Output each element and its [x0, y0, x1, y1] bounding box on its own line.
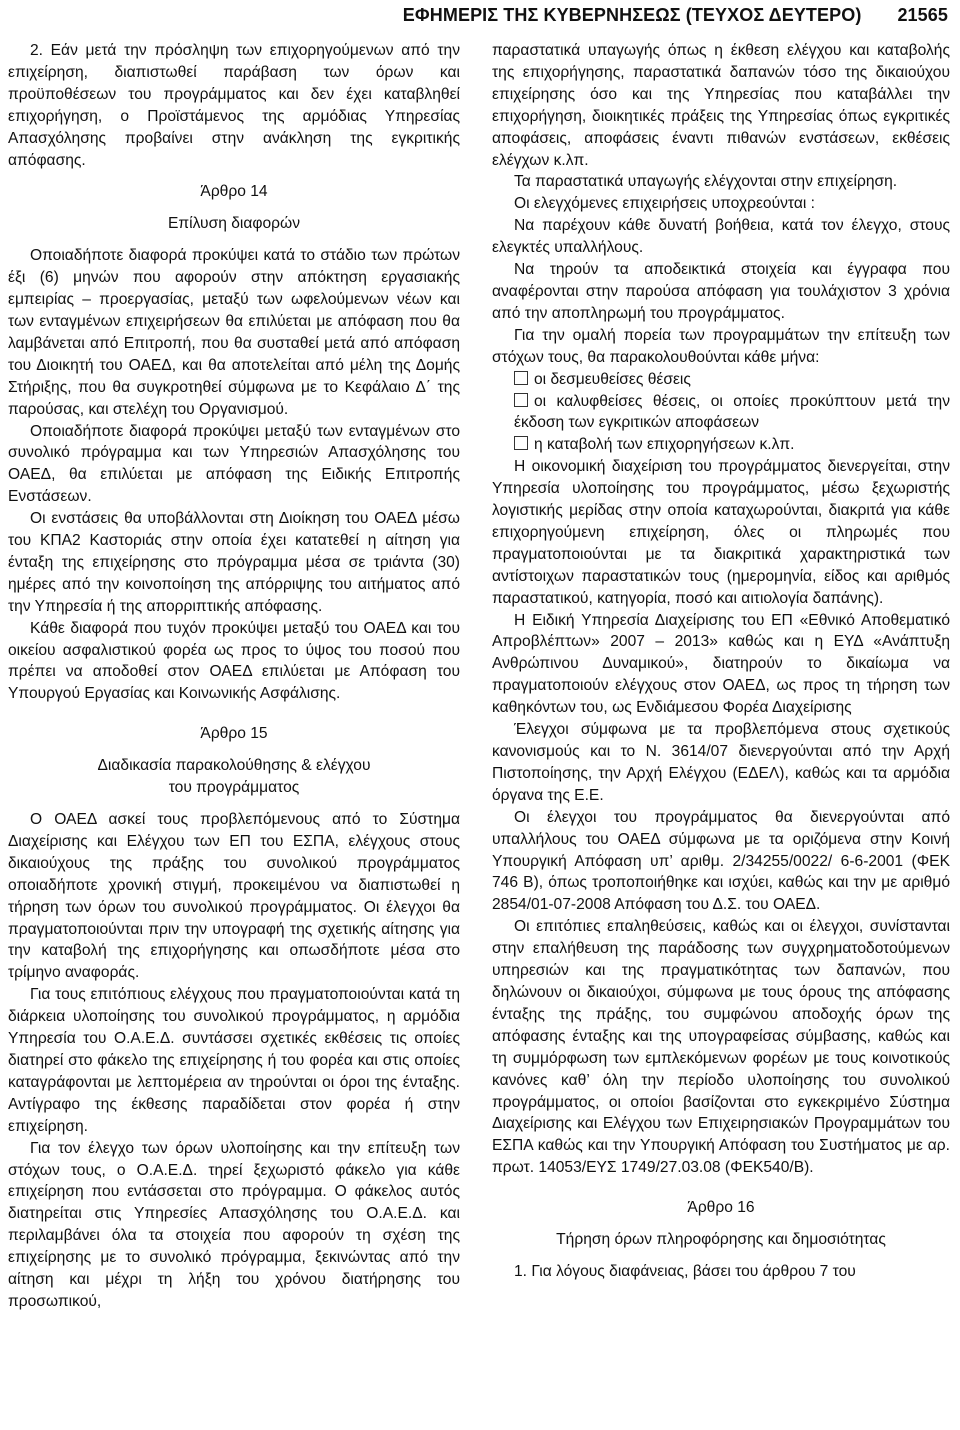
paragraph: 1. Για λόγους διαφάνειας, βάσει του άρθρου 7 του: [514, 1262, 856, 1280]
list-item-text: οι καλυφθείσες θέσεις, οι οποίες προκύπτουν μετά την έκδοση των εγκριτικών αποφάσεων: [514, 392, 950, 432]
paragraph: Η οικονομική διαχείριση του προγράμματος διενεργείται, στην Υπηρεσία υλοποίησης του προγράμματος, μέσω ξεχωριστής λογιστικής μερίδας στην οποία καταχωρούνται, διακριτά για κάθε επιχορηγούμενη επιχείρηση, όλες οι πληρωμές που πραγματοποιούνται με τα διακριτικά χαρακτηριστικά των αντίστοιχων παραστατικών τους (ημερομηνία, είδος και αριθμός παραστατικού, κατηγορία, ποσό και αιτιολογία δαπάνης).: [492, 458, 950, 607]
paragraph: Τα παραστατικά υπαγωγής ελέγχονται στην επιχείρηση.: [514, 173, 898, 191]
paragraph: Για τον έλεγχο των όρων υλοποίησης και την επίτευξη των στόχων τους, ο Ο.Α.Ε.Δ. τηρεί ξεχωριστό φάκελο για κάθε επιχείρηση που εντάσσεται στο πρόγραμμα. Ο φάκελος αυτός διατηρείται στις Υπηρεσίες Απασχόλησης του Ο.Α.Ε.Δ. και περιλαμβάνει όλα τα στοιχεία που αφορούν τη σχέση της επιχείρησης με το συνολικό πρόγραμμα, ξεκινώντας από την αίτηση και μέχρι τη λήξη του χρόνου διατήρησης του προσωπικού,: [8, 1139, 460, 1310]
paragraph: Οποιαδήποτε διαφορά προκύψει μεταξύ των ενταγμένων στο συνολικό πρόγραμμα και των Υπηρεσιών Απασχόλησης του ΟΑΕΔ, θα επιλύεται με απόφαση της Ειδικής Επιτροπής Ενστάσεων.: [8, 422, 460, 506]
checkbox-glyph-icon: [514, 371, 528, 385]
article-14-subtitle: Επίλυση διαφορών: [168, 215, 300, 233]
list-item: [492, 369, 950, 391]
article-14-title: Άρθρο 14: [200, 183, 268, 201]
paragraph: Οποιαδήποτε διαφορά προκύψει κατά το στάδιο των πρώτων έξι (6) μηνών που αφορούν στην απόκτηση εργασιακής εμπειρίας – προεργασίας, μεταξύ των ωφελούμενων νέων και των ενταγμένων επιχειρήσεων θα επιλύεται με απόφαση που θα λαμβάνεται από Επιτροπή, που θα συσταθεί μετά από απόφαση του Διοικητή του ΟΑΕΔ, και θα αποτελείται από μέλη της Δομής Στήριξης, που θα συγκροτηθεί σύμφωνα με το Κεφάλαιο Δ΄ της παρούσας, και στελέχη του Οργανισμού.: [8, 247, 460, 418]
paragraph: Οι έλεγχοι του προγράμματος θα διενεργούνται από υπαλλήλους του ΟΑΕΔ σύμφωνα με τα οριζόμενα στην Κοινή Υπουργική Απόφαση υπ’ αριθμ. 2/34255/0022/ 6-6-2001 (ΦΕΚ 746 Β), όπως τροποποιήθηκε και ισχύει, καθώς και την με αριθμό 2854/01-07-2008 Απόφαση του Δ.Σ. του ΟΑΕΔ.: [492, 808, 950, 914]
paragraph: παραστατικά υπαγωγής όπως η έκθεση ελέγχου και καταβολής της επιχορήγησης, παραστατικά δαπανών τόσο της δικαιούχου επιχείρησης όσο και της Υπηρεσίας που καταβάλλει την επιχορήγηση, διοικητικές πράξεις της Υπηρεσίας όπως εγκριτικές αποφάσεις, αποφάσεις έναντι πιθανών ενστάσεων, εκθέσεις ελέγχων κ.λπ.: [492, 42, 950, 169]
paragraph: Οι ελεγχόμενες επιχειρήσεις υποχρεούνται :: [514, 195, 816, 213]
paragraph: Για τους επιτόπιους ελέγχους που πραγματοποιούνται κατά τη διάρκεια υλοποίησης του συνολικού προγράμματος, η αρμόδια Υπηρεσία του Ο.Α.Ε.Δ. συντάσσει σχετικές εκθέσεις τις οποίες διατηρεί στο φάκελο της επιχείρησης ή του φορέα και στις οποίες καταγράφονται με λεπτομέρεια αν τηρούνται οι όροι της ένταξης. Αντίγραφο της έκθεσης παραδίδεται στον φορέα ή στην επιχείρηση.: [8, 986, 460, 1135]
article-15-title: Άρθρο 15: [200, 725, 268, 743]
paragraph: Για την ομαλή πορεία των προγραμμάτων την επίτευξη των στόχων τους, θα παρακολουθούνται κάθε μήνα:: [492, 326, 950, 366]
list-item: [492, 434, 950, 456]
page-number: 21565: [897, 4, 948, 25]
paragraph: Οι ενστάσεις θα υποβάλλονται στη Διοίκηση του ΟΑΕΔ μέσω του ΚΠΑ2 Καστοριάς στην οποία έχει κατατεθεί η αίτηση για ένταξη της επιχείρησης στο πρόγραμμα μέσα σε τριάντα (30) ημέρες από την κοινοποίηση της απόρριψης του αιτήματος από την Υπηρεσία ή της απορριπτικής απόφασης.: [8, 510, 460, 615]
list-item-text: οι δεσμευθείσες θέσεις: [534, 370, 691, 388]
left-column: [8, 40, 460, 1313]
paragraph: Η Ειδική Υπηρεσία Διαχείρισης του ΕΠ «Εθνικό Αποθεματικό Απροβλέπτων» 2007 – 2013» καθώς και η ΕΥΔ «Ανάπτυξη Ανθρώπινου Δυναμικού», διατηρούν το δικαίωμα να πραγματοποιούν ελέγχους στον ΟΑΕΔ, ως προς τη τήρηση των καθηκόντων του, ως Ενδιάμεσου Φορέα Διαχείρισης: [492, 611, 950, 717]
gazette-title: ΕΦΗΜΕΡΙΣ ΤΗΣ ΚΥΒΕΡΝΗΣΕΩΣ (ΤΕΥΧΟΣ ΔΕΥΤΕΡΟ): [402, 4, 862, 25]
paragraph: Να τηρούν τα αποδεικτικά στοιχεία και έγγραφα που αναφέρονται στην παρούσα απόφαση για τουλάχιστον 3 χρόνια από την αποπληρωμή του προγράμματος.: [492, 261, 950, 322]
paragraph: Έλεγχοι σύμφωνα με τα προβλεπόμενα στους σχετικούς κανονισμούς και το Ν. 3614/07 διενεργούνται από την Αρχή Πιστοποίησης, την Αρχή Ελέγχου (ΕΔΕΛ), καθώς και τα αρμόδια όργανα της Ε.Ε.: [492, 721, 950, 804]
article-15-subtitle-line-1: Διαδικασία παρακολούθησης & ελέγχου: [97, 757, 371, 775]
paragraph: 2. Εάν μετά την πρόσληψη των επιχορηγούμενων από την επιχείρηση, διαπιστωθεί παράβαση των όρων και προϋποθέσεων του προγράμματος και δεν έχει καταβληθεί επιχορήγηση, ο Προϊστάμενος της αρμόδιας Υπηρεσίας Απασχόλησης προβαίνει στην ανάκληση της εγκριτικής απόφασης.: [8, 42, 460, 169]
article-16-subtitle: Τήρηση όρων πληροφόρησης και δημοσιότητας: [556, 1231, 886, 1249]
list-item: [492, 391, 950, 435]
page-header: [16, 0, 948, 30]
list-item-text: η καταβολή των επιχορηγήσεων κ.λπ.: [534, 436, 795, 454]
checkbox-glyph-icon: [514, 393, 528, 407]
paragraph: Ο ΟΑΕΔ ασκεί τους προβλεπόμενους από το Σύστημα Διαχείρισης και Ελέγχου των ΕΠ του ΕΣΠΑ, ελέγχους στους δικαιούχους της πράξης του συνολικού προγράμματος οποιαδήποτε χρονική στιγμή, προκειμένου να διαπιστωθεί η τήρηση των όρων του συνολικού προγράμματος. Οι έλεγχοι θα πραγματοποιούνται πριν την υπογραφή της σχετικής αίτησης για την καταβολή της επιχορήγησης και οπωσδήποτε μέσα στο τρίμηνο αναφοράς.: [8, 811, 460, 982]
article-16-title: Άρθρο 16: [687, 1199, 755, 1217]
checkbox-glyph-icon: [514, 436, 528, 450]
right-column: [492, 40, 950, 1283]
paragraph: Κάθε διαφορά που τυχόν προκύψει μεταξύ του ΟΑΕΔ και του οικείου ασφαλιστικού φορέα ως προς το ύψος του ποσού που πρέπει να αποδοθεί στον ΟΑΕΔ επιλύεται με Απόφαση του Υπουργού Εργασίας και Κοινωνικής Ασφάλισης.: [8, 619, 460, 703]
paragraph: Οι επιτόπιες επαληθεύσεις, καθώς και οι έλεγχοι, συνίστανται στην επαλήθευση της παράδοσης των συγχρηματοδοτούμενων υπηρεσιών και της πραγματικότητας των δαπανών, που δηλώνουν οι δικαιούχοι, σύμφωνα με τους όρους της απόφασης ένταξης της πράξης, του συμφώνου αποδοχής όρων της απόφασης ένταξης και της υπογραφείσας σύμβασης, καθώς και τη συμμόρφωση των εμπλεκόμενων φορέων με τους κοινοτικούς κανόνες καθ’ όλη την περίοδο υλοποίησης του συνολικού προγράμματος, οι οποίοι βασίζονται στο εγκεκριμένο Σύστημα Διαχείρισης και Ελέγχου των Επιχειρησιακών Προγραμμάτων του ΕΣΠΑ καθώς και την Υπουργική Απόφαση του Συστήματος με αρ. πρωτ. 14053/ΕΥΣ 1749/27.03.08 (ΦΕΚ540/Β).: [492, 918, 950, 1177]
paragraph: Να παρέχουν κάθε δυνατή βοήθεια, κατά τον έλεγχο, στους ελεγκτές υπαλλήλους.: [492, 217, 950, 257]
article-15-subtitle-line-2: του προγράμματος: [168, 779, 300, 797]
